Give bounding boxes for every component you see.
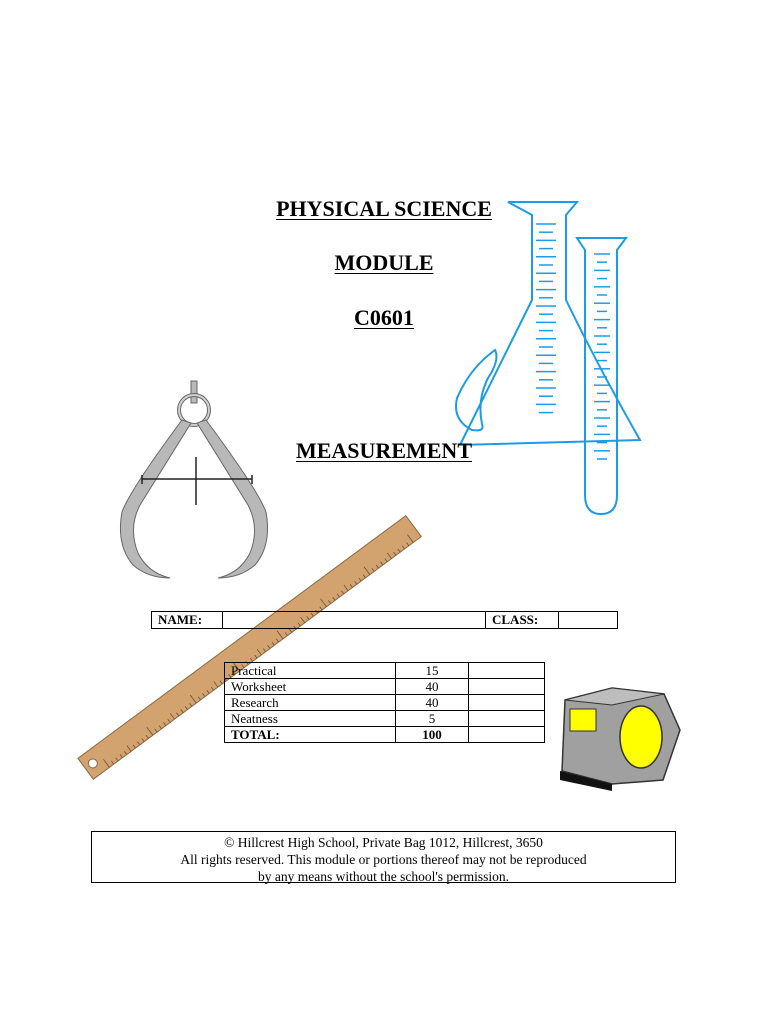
- criterion-label: Practical: [225, 663, 396, 679]
- max-mark: 40: [396, 679, 469, 695]
- max-mark: 15: [396, 663, 469, 679]
- topic-title: MEASUREMENT: [295, 438, 472, 463]
- name-field[interactable]: [223, 612, 486, 629]
- class-label: CLASS:: [486, 612, 559, 629]
- table-row: [225, 695, 545, 711]
- total-label: TOTAL:: [225, 727, 396, 743]
- table-row: [225, 663, 545, 679]
- total-max-mark: 100: [396, 727, 469, 743]
- module-code: C0601: [354, 305, 414, 330]
- module-label: MODULE: [334, 250, 434, 275]
- test-tube-icon: [577, 238, 626, 514]
- score-cell[interactable]: [469, 711, 545, 727]
- criterion-label: Neatness: [225, 711, 396, 727]
- copyright-box: [91, 831, 676, 883]
- caliper-icon: [120, 381, 267, 578]
- permission-line: by any means without the school's permission.: [257, 869, 510, 884]
- criterion-label: Worksheet: [225, 679, 396, 695]
- student-info-table: [151, 611, 618, 629]
- max-mark: 40: [396, 695, 469, 711]
- criterion-label: Research: [225, 695, 396, 711]
- marks-table: [224, 662, 545, 743]
- total-row: [225, 727, 545, 743]
- score-cell[interactable]: [469, 679, 545, 695]
- total-score-cell[interactable]: [469, 727, 545, 743]
- name-label: NAME:: [152, 612, 223, 629]
- tape-measure-icon: [560, 688, 680, 791]
- score-cell[interactable]: [469, 695, 545, 711]
- subject-title: PHYSICAL SCIENCE: [276, 196, 492, 221]
- table-row: [225, 679, 545, 695]
- rights-line: All rights reserved. This module or portions thereof may not be reproduced: [180, 852, 587, 867]
- copyright-line: © Hillcrest High School, Private Bag 1012, Hillcrest, 3650: [224, 835, 543, 850]
- table-row: [225, 711, 545, 727]
- max-mark: 5: [396, 711, 469, 727]
- score-cell[interactable]: [469, 663, 545, 679]
- class-field[interactable]: [559, 612, 618, 629]
